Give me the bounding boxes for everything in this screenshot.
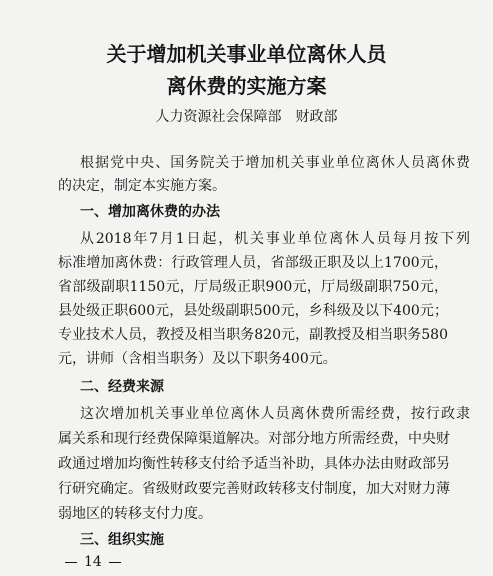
section1-line: 标准增加离休费：行政管理人员，省部级正职及以上1700元， [58,255,448,271]
section1-line: 省部级副职1150元，厅局级正职900元，厅局级副职750元， [58,279,448,295]
document-title-line-1: 关于增加机关事业单位离休人员 [106,42,387,66]
intro-line: 的决定，制定本实施方案。 [58,178,226,194]
section2-line: 这次增加机关事业单位离休人员离休费所需经费，按行政隶 [80,406,470,422]
section1-line: 县处级正职600元，县处级副职500元，乡科级及以下400元； [58,303,448,319]
section1-line: 专业技术人员，教授及相当职务820元，副教授及相当职务580 [58,327,448,343]
document-title-line-2: 离休费的实施方案 [166,74,327,98]
section2-line: 属关系和现行经费保障渠道解决。对部分地方所需经费，中央财 [58,431,450,447]
issuing-authorities: 人力资源社会保障部 财政部 [155,109,338,125]
section-heading-1: 一、增加离休费的办法 [80,204,220,220]
section1-line: 元，讲师（含相当职务）及以下职务400元。 [58,351,337,367]
section2-line: 行研究确定。省级财政要完善财政转移支付制度，加大对财力薄 [58,481,450,497]
section2-line: 弱地区的转移支付力度。 [58,506,212,522]
page-number-dash-left [65,562,77,563]
page-number [58,553,128,571]
page-number-value: 14 [84,554,102,570]
section-heading-3: 三、组织实施 [80,532,164,548]
section1-line: 从2018年7月1日起，机关事业单位离休人员每月按下列 [80,231,470,247]
section2-line: 政通过增加均衡性转移支付给予适当补助，具体办法由财政部另 [58,456,450,472]
intro-line: 根据党中央、国务院关于增加机关事业单位离休人员离休费 [80,155,470,171]
section-heading-2: 二、经费来源 [80,379,164,395]
page-number-dash-right [109,562,121,563]
